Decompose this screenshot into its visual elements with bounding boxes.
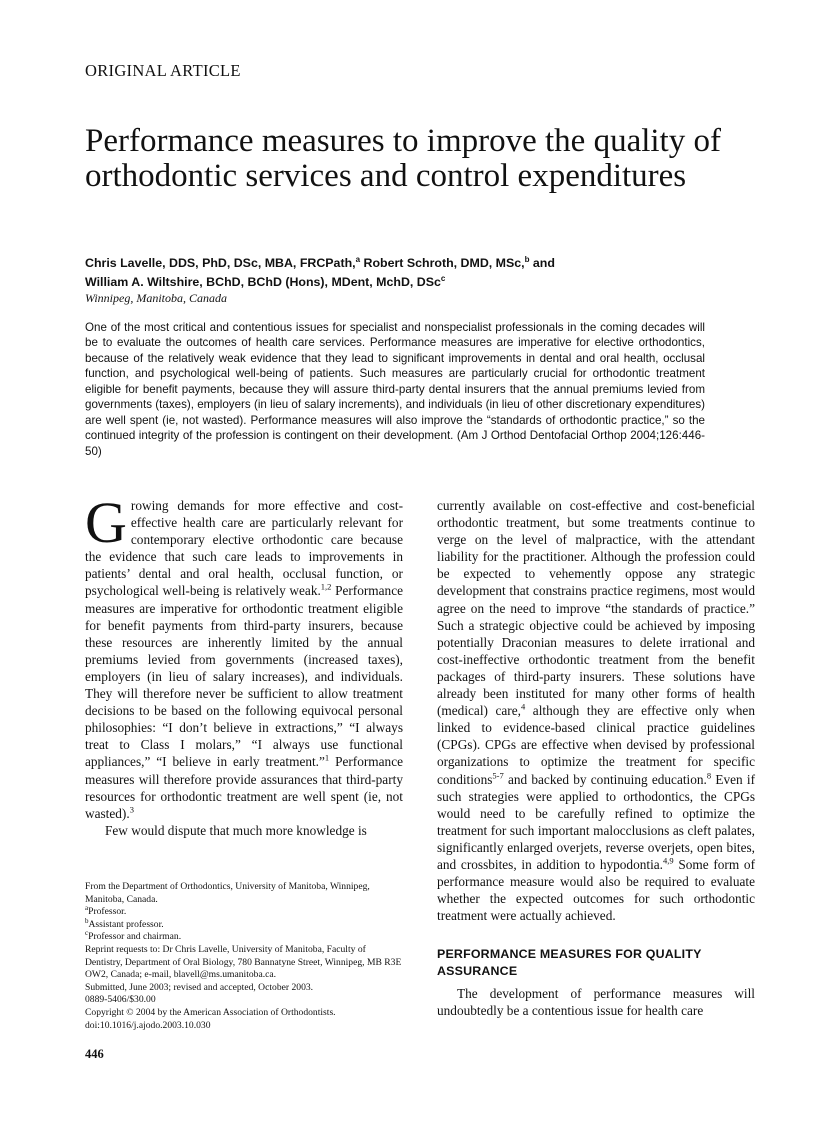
footnote-item [85,916,405,932]
body-paragraph [437,985,755,1019]
affiliation-mark: a [85,904,89,912]
footnote-issn: 0889-5406/$30.00 [85,994,156,1006]
body-text: although they are effective only when linked to evidence-based clinical practice guidelines (CPGs). CPGs are effective when devised by professional organizations to optimize the treatment for specific conditions [437,703,755,787]
footnote-submitted: Submitted, June 2003; revised and accepted, October 2003. [85,981,314,993]
abstract: One of the most critical and contentious issues for specialist and nonspecialist professionals in the coming decades will be to evaluate the outcomes of health care services. Performance measures are imperative for elective orthodontics, because of the relatively weak evidence that they lead to significant improvements in dental and oral health, occlusal function, and psychological well-being of patients. Such measures are particularly crucial for orthodontic treatment eligible for benefit payments, because they will assure third-party dental insurers that the annual premiums levied from governments (taxes), employers (in lieu of salary increments), and individuals (in lieu of other discretionary expenditures) are well spent (ie, not wasted). Performance measures will also improve the “standards of orthodontic practice,” so the continued integrity of the profession is contingent on their development. (Am J Orthod Dentofacial Orthop 2004;126:446-50) [85,321,705,458]
footnote-text: Assistant professor. [88,918,164,930]
affiliation-mark: a [355,254,361,264]
section-heading: PERFORMANCE MEASURES FOR QUALITY ASSURANCE [437,947,702,979]
footnote-doi: doi:10.1016/j.ajodo.2003.10.030 [85,1019,211,1031]
page-number: 446 [85,1047,104,1061]
citation-ref: 4,9 [663,855,674,866]
footnote-text: Professor and chairman. [88,931,182,943]
footnote-reprints: Reprint requests to: Dr Chris Lavelle, University of Manitoba, Faculty of Dentistry, Department of Oral Biology, 780 Bannatyne Street, Winnipeg, MB R3E OW2, Canada; e-mail, blavell@ms.umanitoba.ca. [85,943,402,981]
body-column-left [85,490,404,839]
author-list [85,254,765,292]
footnote-text: Professor. [88,906,127,918]
footnote-copyright: Copyright © 2004 by the American Association of Orthodontists. [85,1006,336,1018]
author-name: William A. Wiltshire, BChD, BChD (Hons), MDent, MchD, DSc [85,275,441,289]
footnotes [85,881,405,1032]
citation-ref: 4 [520,701,526,712]
body-text: Performance measures will therefore provide assurances that third-party resources for orthodontic treatment are well spent (ie, not wasted). [85,754,403,821]
author-location: Winnipeg, Manitoba, Canada [85,291,227,305]
citation-ref: 1,2 [320,582,332,593]
author-name: Robert Schroth, DMD, MSc, [360,256,525,270]
body-text: Even if such strategies were applied to orthodontics, the CPGs would need to be carefully refined to optimize the treatment for such important malocclusions as cleft palates, significantly enlarged overjets, reverse overjets, open bites, and crossbites, in addition to hypodontia. [437,771,756,872]
citation-ref: 8 [706,770,712,781]
citation-ref: 5-7 [492,770,504,781]
affiliation-mark: c [440,273,446,283]
body-text: The development of performance measures will undoubtedly be a contentious issue for health care [437,986,755,1019]
body-text: currently available on cost-effective and cost-beneficial orthodontic treatment, but some treatments continue to verge on the level of malpractice, with the attendant liability for the practitioner. Although the profession could be expected to vehemently oppose any strategic development that constrains practice regimens, most would agree on the need to improve “the standards of practice.” Such a strategic objective could be achieved by imposing potentially Draconian measures to delete irrational and cost-ineffective orthodontic treatment from the benefit packages of third-party insurers. These solutions have already been instituted for many other forms of health (medical) care, [437,498,755,719]
footnote-item [85,906,405,919]
article-title: Performance measures to improve the quality of orthodontic services and control expenditures [85,123,721,194]
citation-ref: 3 [129,804,134,815]
affiliation-mark: b [524,254,530,264]
section-label: ORIGINAL ARTICLE [85,61,241,80]
body-text: Some form of performance measure would also be required to evaluate whether the expected outcomes for such orthodontic treatment were actually achieved. [437,856,755,924]
body-paragraph [437,497,755,924]
affiliation-mark: c [85,929,89,938]
body-paragraph [85,822,403,839]
affiliation-mark: b [85,916,89,925]
body-text: Performance measures are imperative for orthodontic treatment eligible for benefit payments from third-party insurers, because these resources are inherently limited by the annual premiums levied from governments (increased taxes), employers (in lieu of salary increases), and individuals. They will therefore never be sufficient to allow treatment decisions to be based on the following equivocal personal philosophies: “I don’t believe in extractions,” “I always treat to Class I molars,” “I always use functional appliances,” “I believe in early treatment.” [85,583,404,770]
body-text: Few would dispute that much more knowledge is [105,822,367,838]
body-paragraph [85,490,404,822]
citation-ref: 1 [324,752,330,763]
author-separator: and [529,256,555,270]
author-name: Chris Lavelle, DDS, PhD, DSc, MBA, FRCPath, [85,256,356,270]
body-text: and backed by continuing education. [503,771,707,787]
drop-cap: G [85,490,127,555]
body-column-right [437,497,755,1020]
footnote-item [85,931,405,944]
body-text: rowing demands for more effective and cost-effective health care are particularly relevant for contemporary elective orthodontic care because the evidence that such care leads to improvements in patients’ dental and oral health, occlusal function, or psychological well-being is relatively weak. [85,498,403,599]
footnote-affiliation: From the Department of Orthodontics, University of Manitoba, Winnipeg, Manitoba, Canada. [85,881,370,905]
